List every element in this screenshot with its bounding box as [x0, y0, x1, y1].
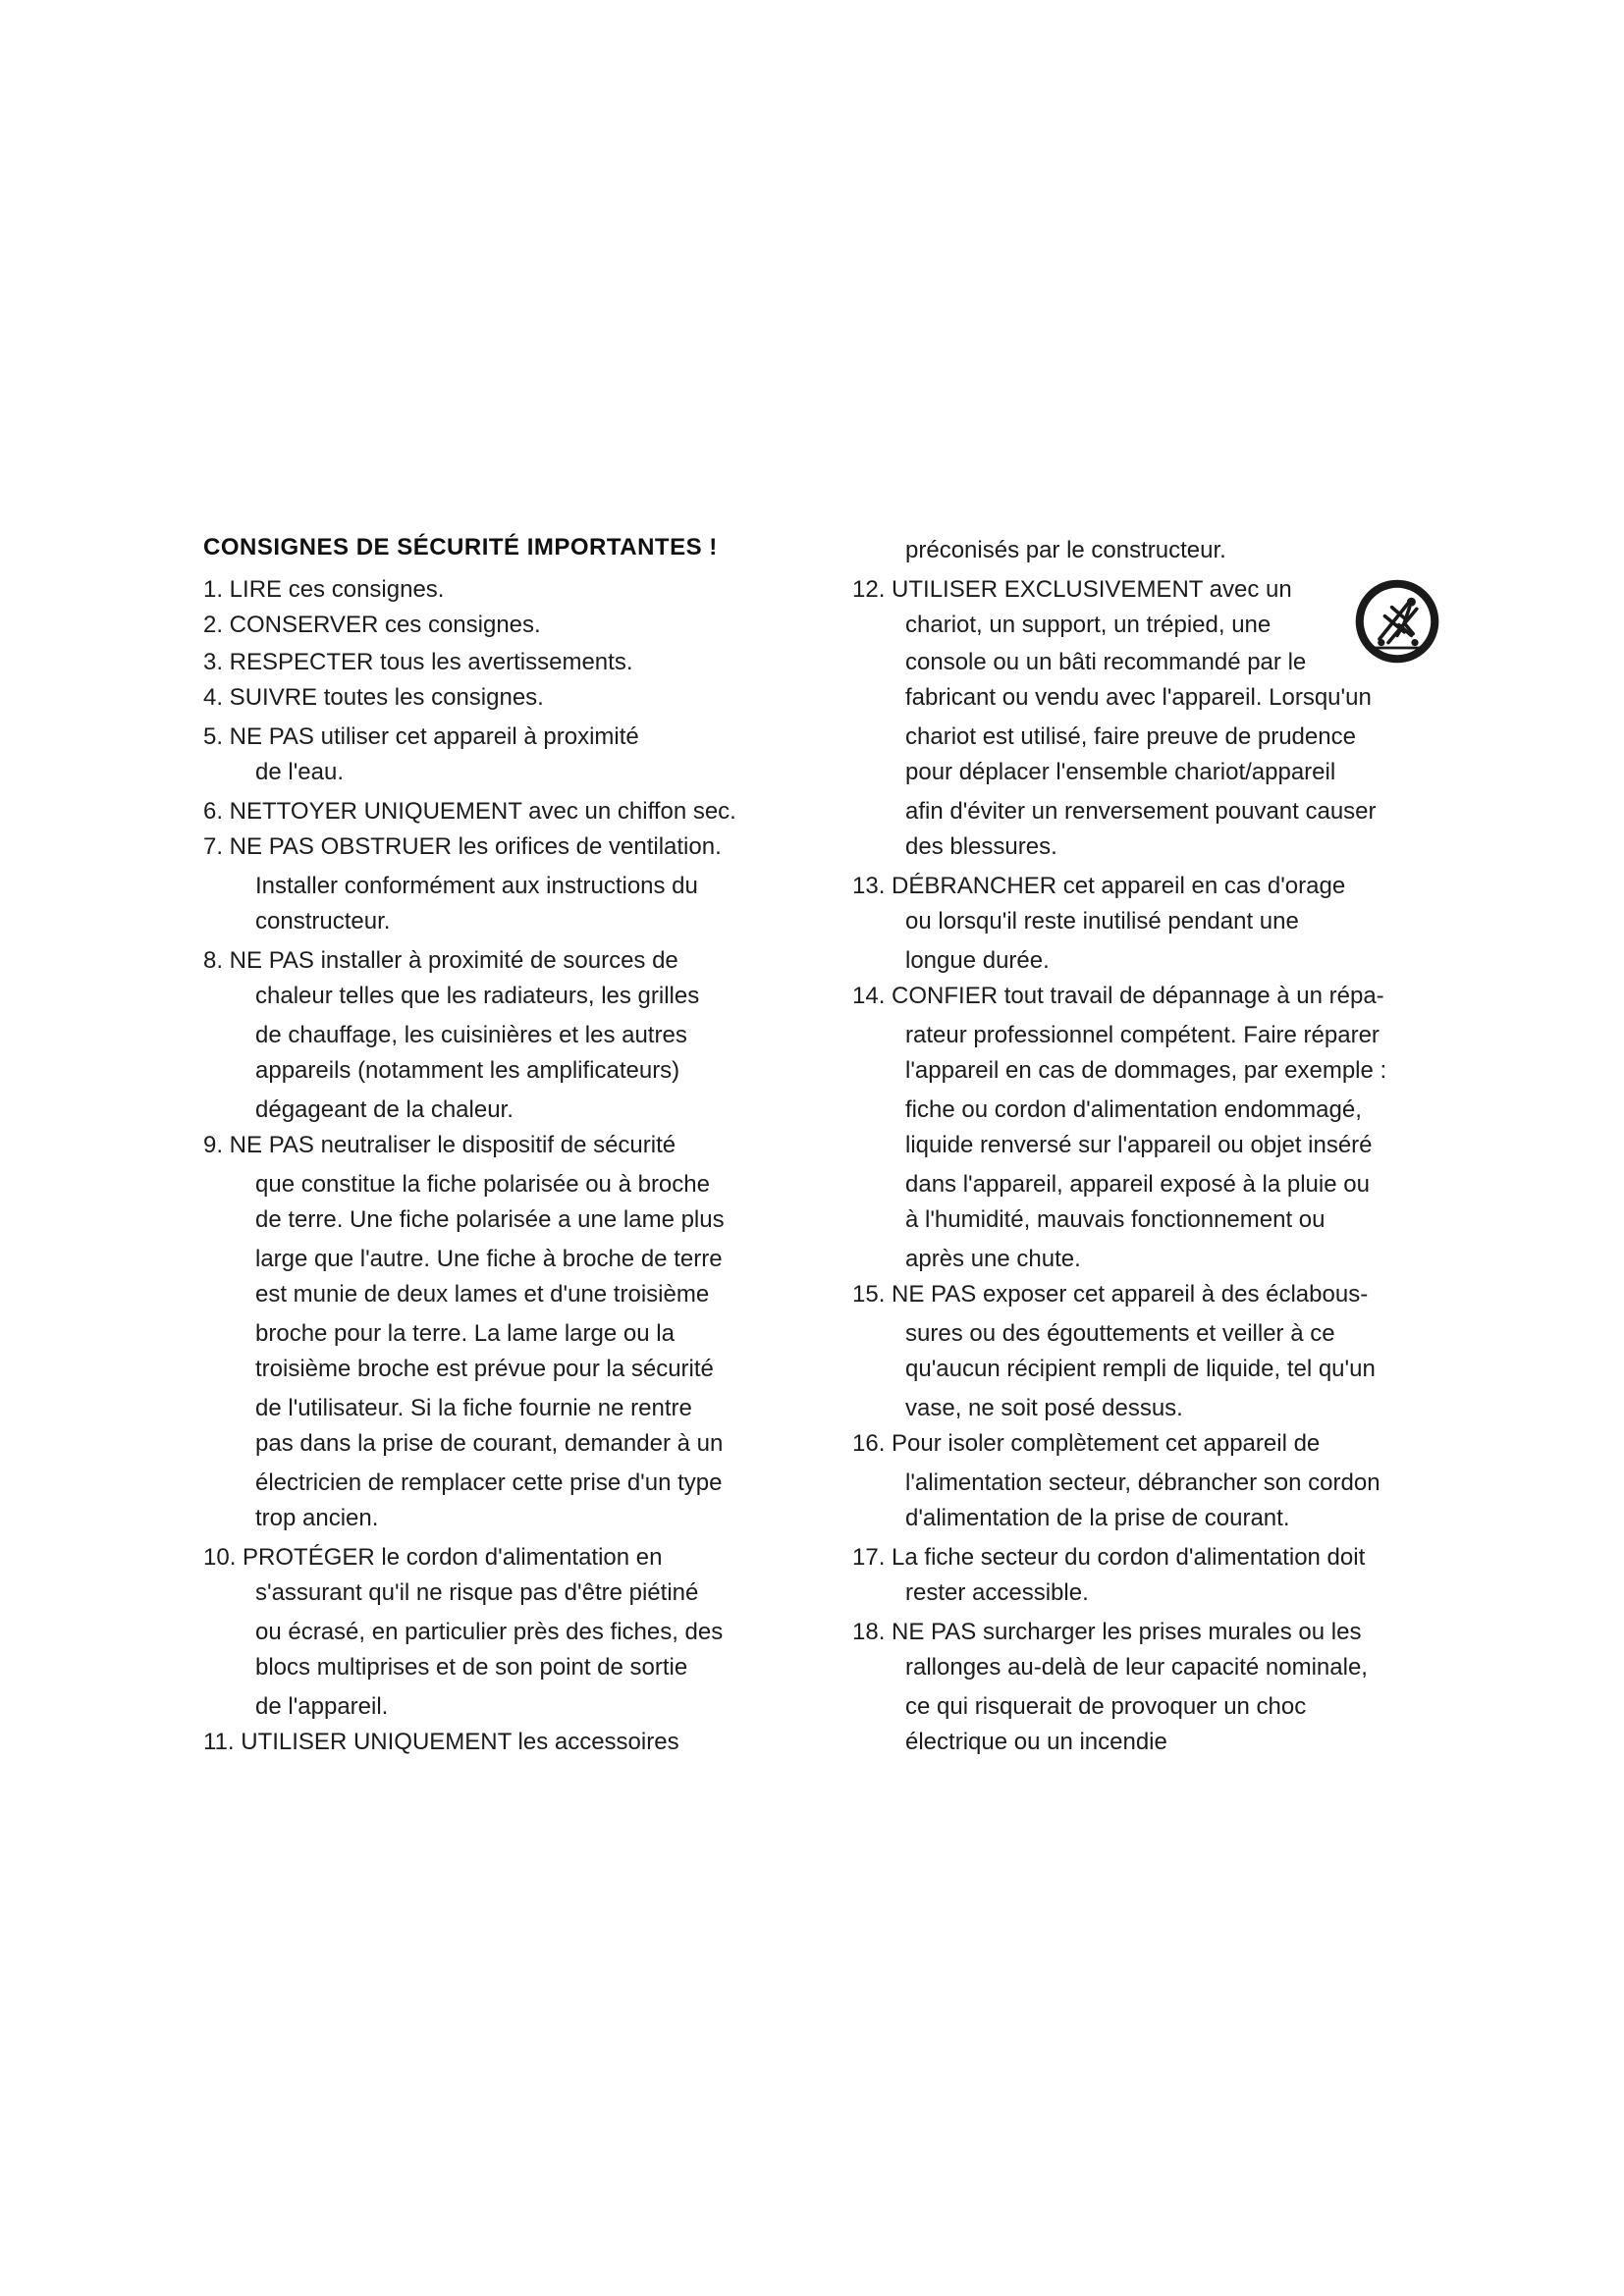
instruction-line: est munie de deux lames et d'une troisième [255, 1281, 710, 1308]
instruction-line: rateur professionnel compétent. Faire réparer [905, 1022, 1380, 1048]
instruction-line: 12. UTILISER EXCLUSIVEMENT avec un [852, 576, 1292, 603]
instruction-line: chaleur telles que les radiateurs, les grilles [255, 983, 700, 1009]
instruction-line: trop ancien. [255, 1505, 379, 1531]
instruction-line: 13. DÉBRANCHER cet appareil en cas d'orage [852, 873, 1346, 899]
instruction-line: vase, ne soit posé dessus. [905, 1395, 1183, 1421]
instruction-line: blocs multiprises et de son point de sortie [255, 1654, 688, 1681]
instruction-line: broche pour la terre. La lame large ou la [255, 1320, 675, 1347]
instruction-line: que constitue la fiche polarisée ou à broche [255, 1171, 710, 1198]
instruction-line: 2. CONSERVER ces consignes. [203, 612, 541, 638]
instruction-line: à l'humidité, mauvais fonctionnement ou [905, 1206, 1326, 1233]
instruction-line: 4. SUIVRE toutes les consignes. [203, 684, 544, 711]
instruction-line: électricien de remplacer cette prise d'un type [255, 1469, 723, 1496]
instruction-line: ou lorsqu'il reste inutilisé pendant une [905, 908, 1299, 934]
instruction-line: sures ou des égouttements et veiller à ce [905, 1320, 1335, 1347]
instruction-line: constructeur. [255, 908, 391, 934]
instruction-line: console ou un bâti recommandé par le [905, 649, 1307, 675]
instruction-line: s'assurant qu'il ne risque pas d'être piétiné [255, 1579, 699, 1606]
cart-tip-over-warning-icon [1353, 577, 1441, 666]
instruction-line: pas dans la prise de courant, demander à un [255, 1430, 724, 1457]
instruction-line: l'appareil en cas de dommages, par exemple : [905, 1057, 1387, 1084]
instruction-line: 3. RESPECTER tous les avertissements. [203, 649, 633, 675]
instruction-line: 10. PROTÉGER le cordon d'alimentation en [203, 1544, 663, 1571]
instruction-line: après une chute. [905, 1246, 1081, 1272]
instruction-line: des blessures. [905, 833, 1057, 860]
instruction-line: fiche ou cordon d'alimentation endommagé, [905, 1096, 1362, 1123]
instruction-line: de chauffage, les cuisinières et les autres [255, 1022, 687, 1048]
instruction-line: 17. La fiche secteur du cordon d'alimentation doit [852, 1544, 1366, 1571]
instruction-line: d'alimentation de la prise de courant. [905, 1505, 1290, 1531]
instruction-line: de l'appareil. [255, 1693, 389, 1720]
instruction-line: large que l'autre. Une fiche à broche de terre [255, 1246, 723, 1272]
instruction-line: de l'utilisateur. Si la fiche fournie ne rentre [255, 1395, 692, 1421]
instruction-line: chariot est utilisé, faire preuve de prudence [905, 723, 1356, 750]
instruction-line: longue durée. [905, 947, 1050, 974]
instruction-line: 7. NE PAS OBSTRUER les orifices de ventilation. [203, 833, 722, 860]
instruction-line: 18. NE PAS surcharger les prises murales ou les [852, 1619, 1362, 1645]
instruction-line: 11. UTILISER UNIQUEMENT les accessoires [203, 1729, 679, 1755]
instruction-line: rester accessible. [905, 1579, 1089, 1606]
instruction-line: rallonges au-delà de leur capacité nominale, [905, 1654, 1368, 1681]
instruction-line: 8. NE PAS installer à proximité de sources de [203, 947, 678, 974]
page-title: CONSIGNES DE SÉCURITÉ IMPORTANTES ! [203, 534, 718, 561]
instruction-line: 14. CONFIER tout travail de dépannage à un répa- [852, 983, 1384, 1009]
instruction-line: dans l'appareil, appareil exposé à la pluie ou [905, 1171, 1370, 1198]
instruction-line: l'alimentation secteur, débrancher son cordon [905, 1469, 1380, 1496]
instruction-line: liquide renversé sur l'appareil ou objet inséré [905, 1132, 1373, 1158]
instruction-line: électrique ou un incendie [905, 1729, 1167, 1755]
instruction-line: 9. NE PAS neutraliser le dispositif de sécurité [203, 1132, 677, 1158]
instruction-line: 5. NE PAS utiliser cet appareil à proximité [203, 723, 639, 750]
instruction-line: troisième broche est prévue pour la sécurité [255, 1356, 714, 1382]
instruction-line: de l'eau. [255, 759, 344, 785]
instruction-line: préconisés par le constructeur. [905, 537, 1226, 563]
instruction-line: afin d'éviter un renversement pouvant causer [905, 798, 1377, 825]
instruction-line: pour déplacer l'ensemble chariot/appareil [905, 759, 1336, 785]
instruction-line: 6. NETTOYER UNIQUEMENT avec un chiffon sec. [203, 798, 736, 825]
instruction-line: de terre. Une fiche polarisée a une lame plus [255, 1206, 725, 1233]
instruction-line: ce qui risquerait de provoquer un choc [905, 1693, 1307, 1720]
instruction-line: 16. Pour isoler complètement cet appareil de [852, 1430, 1321, 1457]
instruction-line: chariot, un support, un trépied, une [905, 612, 1272, 638]
instruction-line: Installer conformément aux instructions du [255, 873, 698, 899]
instruction-line: ou écrasé, en particulier près des fiches, des [255, 1619, 724, 1645]
instruction-line: appareils (notamment les amplificateurs) [255, 1057, 680, 1084]
instruction-line: 15. NE PAS exposer cet appareil à des éclabous- [852, 1281, 1369, 1308]
instruction-line: fabricant ou vendu avec l'appareil. Lorsqu'un [905, 684, 1372, 711]
instruction-line: qu'aucun récipient rempli de liquide, tel qu'un [905, 1356, 1376, 1382]
instruction-line: dégageant de la chaleur. [255, 1096, 514, 1123]
instruction-line: 1. LIRE ces consignes. [203, 576, 445, 603]
